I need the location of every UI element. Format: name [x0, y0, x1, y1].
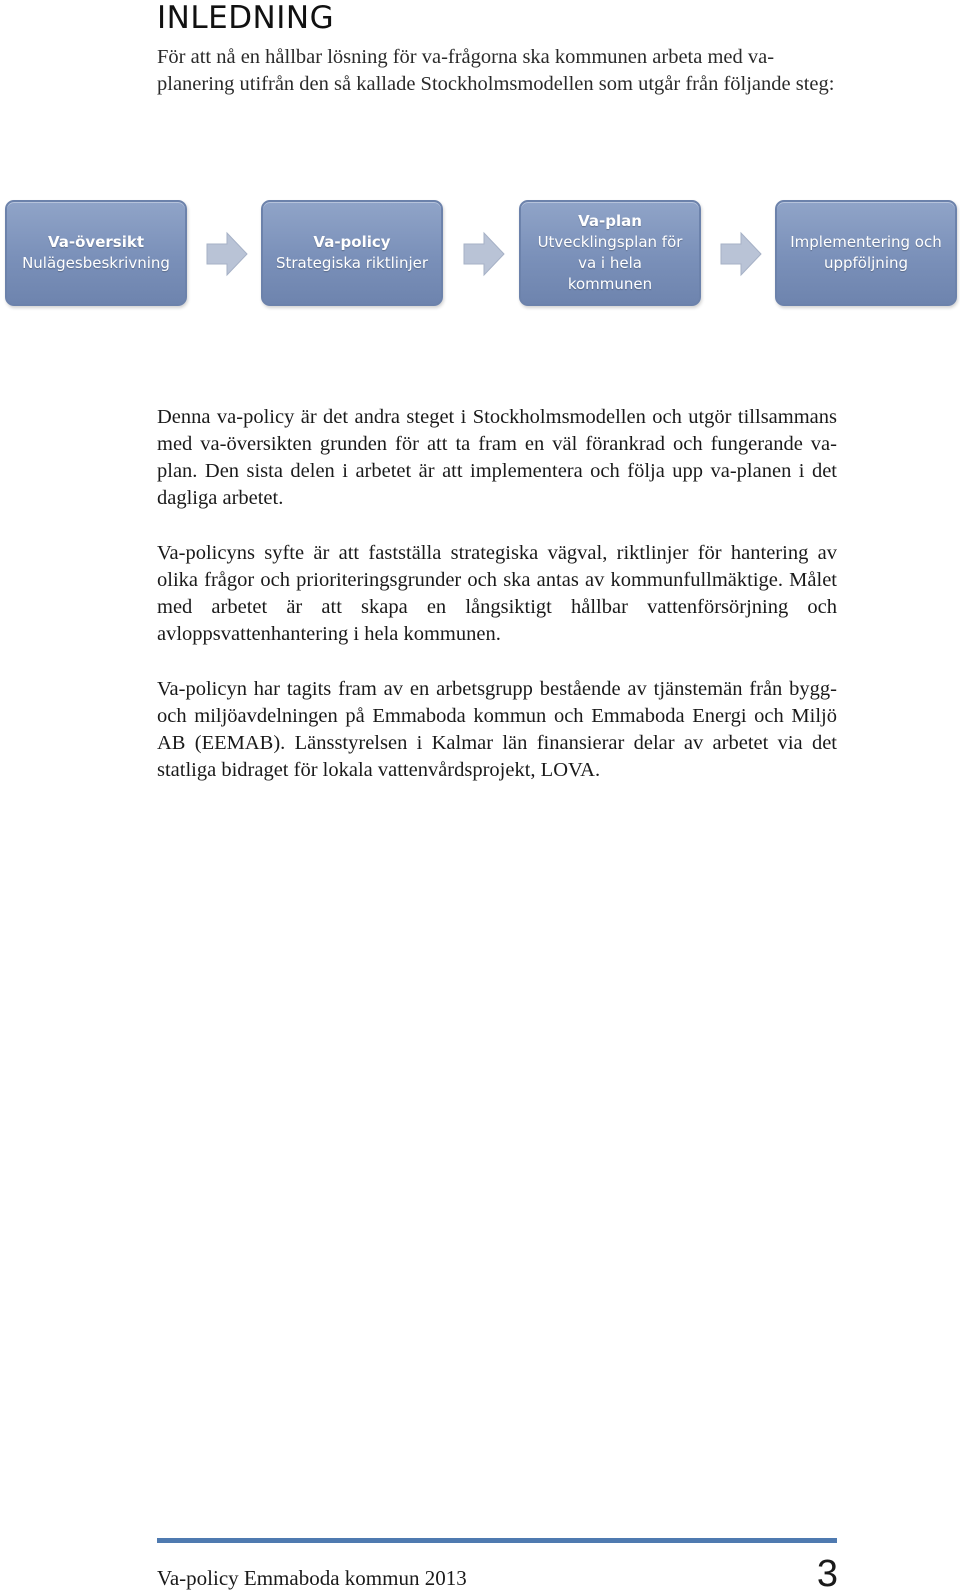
page-heading: INLEDNING: [157, 0, 335, 36]
flow-step-subtitle: Strategiska riktlinjer: [275, 254, 429, 272]
right-arrow-icon: [205, 230, 249, 278]
flow-step-subtitle: Nulägesbeskrivning: [22, 254, 170, 272]
flow-step-title: Va-plan: [578, 212, 642, 230]
flow-step-implementering: [775, 200, 957, 306]
body-paragraph: Denna va-policy är det andra steget i Stockholmsmodellen och utgör tillsammans med va-översikten grunden för att ta fram en väl förankrad och fungerande va-plan. Den sista delen i arbetet är att implementera och följa upp va-planen i det dagliga arbetet.: [157, 406, 837, 509]
flow-step-va-plan: [519, 200, 701, 306]
body-paragraph: Va-policyns syfte är att fastställa strategiska vägval, riktlinjer för hantering av olika frågor och prioriteringsgrunder och ska antas av kommunfullmäktige. Målet med arbetet är att skapa en långsiktigt hållbar vattenförsörjning och avloppsvattenhantering i hela kommunen.: [157, 542, 837, 645]
flow-step-subtitle: Implementering och uppföljning: [790, 233, 942, 272]
footer-title: Va-policy Emmaboda kommun 2013: [157, 1566, 467, 1590]
flow-step-title: Va-policy: [313, 233, 391, 251]
footer-rule: [157, 1538, 837, 1543]
right-arrow-icon: [719, 230, 763, 278]
flow-step-va-policy: [261, 200, 443, 306]
flow-step-subtitle: Utvecklingsplan för va i hela kommunen: [537, 233, 683, 293]
body-paragraph: Va-policyn har tagits fram av en arbetsgrupp bestående av tjänstemän från bygg- och miljöavdelningen på Emmaboda kommun och Emmaboda Energi och Miljö AB (EEMAB). Länsstyrelsen i Kalmar län finansierar delar av arbetet via det statliga bidraget för lokala vattenvårdsprojekt, LOVA.: [157, 678, 837, 781]
page-number: 3: [816, 1553, 838, 1595]
flow-step-title: Va-översikt: [47, 233, 144, 251]
process-flow-diagram: [0, 200, 960, 310]
right-arrow-icon: [462, 230, 506, 278]
flow-step-va-oversikt: [5, 200, 187, 306]
intro-paragraph: För att nå en hållbar lösning för va-frågorna ska kommunen arbeta med va-planering utifrån den så kallade Stockholmsmodellen som utgår från följande steg:: [157, 46, 835, 95]
